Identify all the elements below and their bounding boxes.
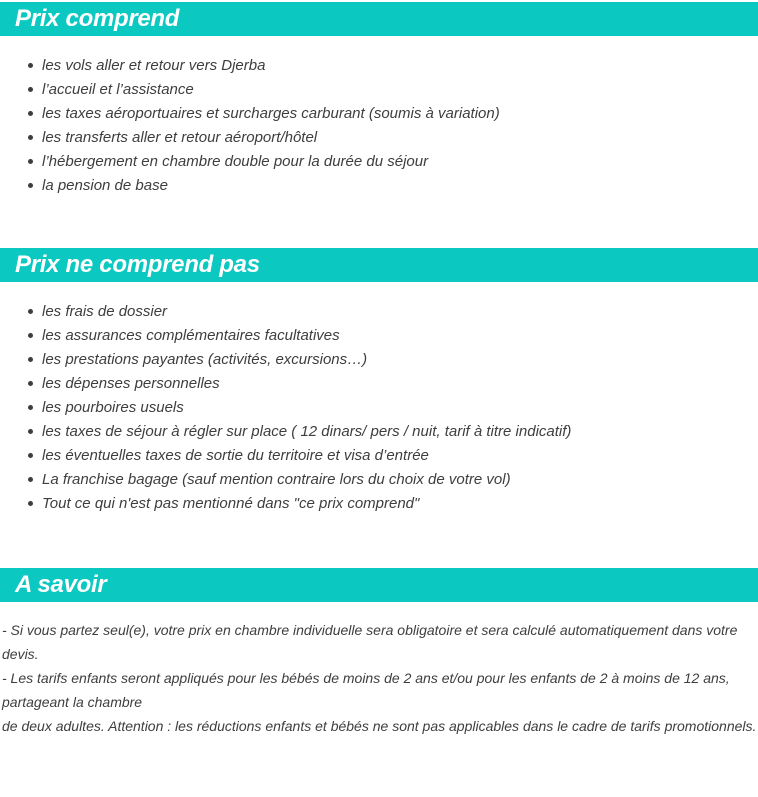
list-item-text: les taxes aéroportuaires et surcharges carburant (soumis à variation) <box>42 104 500 122</box>
list-item <box>0 467 758 491</box>
bullet-icon <box>28 183 33 188</box>
notes-text-block <box>0 602 758 738</box>
pricing-details-page <box>0 2 758 738</box>
notes-header-bar <box>0 568 758 602</box>
list-item <box>0 53 758 77</box>
bullet-icon <box>28 63 33 68</box>
list-item-text: les transferts aller et retour aéroport/hôtel <box>42 128 318 146</box>
list-item-text: les pourboires usuels <box>42 398 184 416</box>
price-excludes-header-bar <box>0 248 758 282</box>
list-item <box>0 323 758 347</box>
section-notes <box>0 568 758 738</box>
list-item <box>0 371 758 395</box>
list-item-text: l’hébergement en chambre double pour la durée du séjour <box>42 152 429 170</box>
list-item <box>0 443 758 467</box>
list-item-text: les prestations payantes (activités, excursions…) <box>42 350 368 368</box>
list-item-text: La franchise bagage (sauf mention contraire lors du choix de votre vol) <box>42 470 511 488</box>
list-item-text: la pension de base <box>42 176 168 194</box>
bullet-icon <box>28 381 33 386</box>
list-item-text: Tout ce qui n'est pas mentionné dans "ce prix comprend" <box>42 494 420 512</box>
notes-title: A savoir <box>15 571 107 598</box>
bullet-icon <box>28 135 33 140</box>
list-item-text: les taxes de séjour à régler sur place ( 12 dinars/ pers / nuit, tarif à titre indicatif) <box>42 422 572 440</box>
bullet-icon <box>28 357 33 362</box>
note-line: - Si vous partez seul(e), votre prix en chambre individuelle sera obligatoire et sera calculé automatiquement dans votre <box>2 622 738 638</box>
price-includes-list <box>0 36 758 197</box>
list-item <box>0 125 758 149</box>
note-line: de deux adultes. Attention : les réductions enfants et bébés ne sont pas applicables dans le cadre de tarifs promotionnels. <box>2 718 757 734</box>
list-item <box>0 491 758 515</box>
bullet-icon <box>28 159 33 164</box>
bullet-icon <box>28 309 33 314</box>
bullet-icon <box>28 333 33 338</box>
list-item <box>0 299 758 323</box>
list-item-text: les assurances complémentaires facultatives <box>42 326 340 344</box>
list-item <box>0 149 758 173</box>
list-item-text: l’accueil et l’assistance <box>42 80 194 98</box>
list-item <box>0 419 758 443</box>
list-item <box>0 395 758 419</box>
list-item-text: les frais de dossier <box>42 302 168 320</box>
bullet-icon <box>28 453 33 458</box>
list-item <box>0 101 758 125</box>
price-excludes-list <box>0 282 758 515</box>
bullet-icon <box>28 477 33 482</box>
price-includes-header-bar <box>0 2 758 36</box>
note-line: - Les tarifs enfants seront appliqués pour les bébés de moins de 2 ans et/ou pour les enfants de 2 à moins de 12 ans, <box>2 670 730 686</box>
price-includes-title: Prix comprend <box>15 5 180 32</box>
bullet-icon <box>28 87 33 92</box>
list-item-text: les éventuelles taxes de sortie du territoire et visa d’entrée <box>42 446 429 464</box>
bullet-icon <box>28 429 33 434</box>
bullet-icon <box>28 111 33 116</box>
section-price-includes <box>0 2 758 197</box>
note-line: devis. <box>2 646 39 662</box>
bullet-icon <box>28 501 33 506</box>
section-price-excludes <box>0 248 758 515</box>
list-item <box>0 347 758 371</box>
list-item-text: les vols aller et retour vers Djerba <box>42 56 266 74</box>
list-item-text: les dépenses personnelles <box>42 374 220 392</box>
list-item <box>0 173 758 197</box>
bullet-icon <box>28 405 33 410</box>
note-line: partageant la chambre <box>2 694 143 710</box>
price-excludes-title: Prix ne comprend pas <box>15 251 260 278</box>
list-item <box>0 77 758 101</box>
